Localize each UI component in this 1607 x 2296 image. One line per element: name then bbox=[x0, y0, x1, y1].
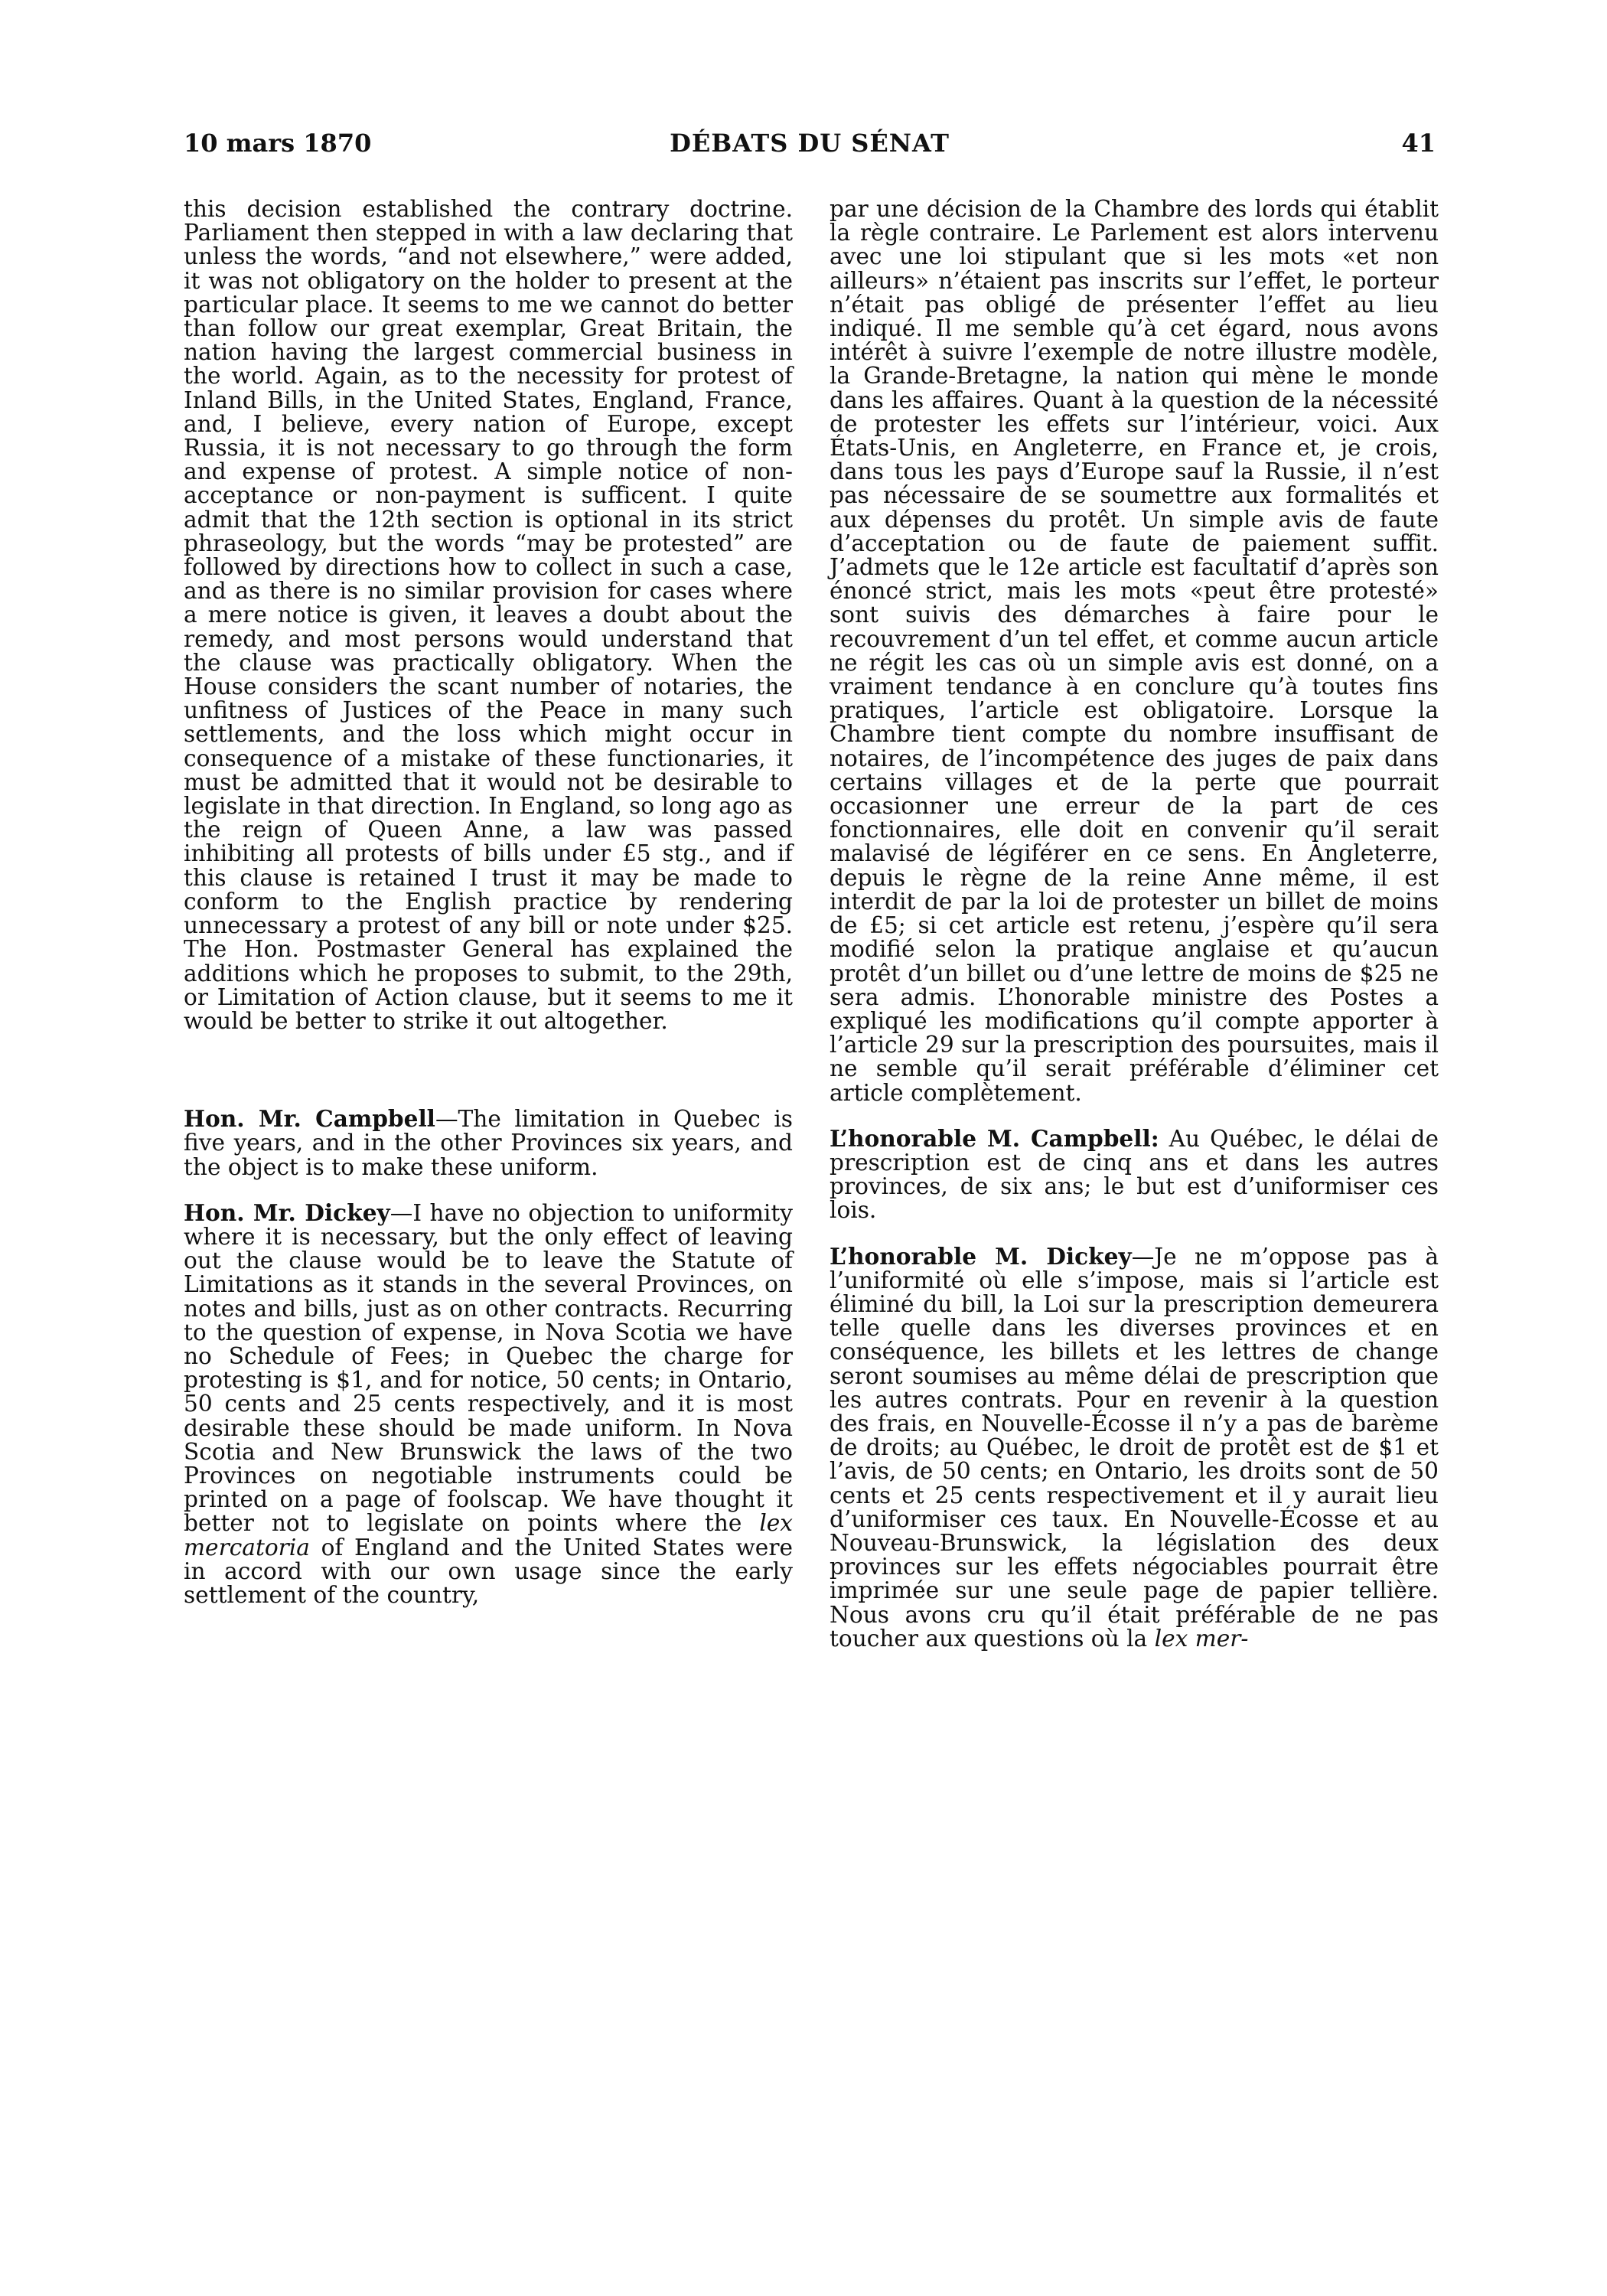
spacer bbox=[184, 1033, 793, 1107]
speaker-name: L’honorable M. Dickey bbox=[830, 1242, 1132, 1270]
speaker-name: L’honorable M. Campbell: bbox=[830, 1124, 1159, 1152]
speech-text: of England and the United States were in accord with our own usage since the early settlement of the country, bbox=[184, 1534, 793, 1608]
english-column bbox=[184, 197, 793, 1607]
french-column bbox=[830, 197, 1439, 1651]
speaker-name: Hon. Mr. Dickey bbox=[184, 1199, 390, 1226]
page-number: 41 bbox=[1401, 129, 1436, 158]
italic-term: lex mer- bbox=[1154, 1625, 1249, 1652]
french-paragraph-1: par une décision de la Chambre des lords qui établit la règle contraire. Le Parlement est alors intervenu avec une loi stipulant que si les mots «et non ailleurs» n’étaient pas inscrits sur l’effet, le porteur n’était pas obligé de présenter l’effet au lieu indiqué. Il me semble qu’à cet égard, nous avons intérêt à suivre l’exemple de notre illustre modèle, la Grande-Bretagne, la nation qui mène le monde dans les affaires. Quant à la question de la nécessité de protester les effets sur l’intérieur, voici. Aux États-Unis, en Angleterre, en France et, je crois, dans tous les pays d’Europe sauf la Russie, il n’est pas nécessaire de se soumettre aux formalités et aux dépenses du protêt. Un simple avis de faute d’acceptation ou de faute de paiement suffit. J’admets que le 12e article est facultatif d’après son énoncé strict, mais les mots «peut être protesté» sont suivis des démarches à faire pour le recouvrement d’un tel effet, et comme aucun article ne régit les cas où un simple avis est donné, on a vraiment tendance à en conclure qu’à toutes fins pratiques, l’article est obligatoire. Lorsque la Chambre tient compte du nombre insuffisant de notaires, de l’incompétence des juges de paix dans certains villages et de la perte que pourrait occasionner une erreur de la part de ces fonctionnaires, elle doit en convenir qu’il serait malavisé de légiférer en ce sens. En Angleterre, depuis le règne de la reine Anne même, il est interdit de par la loi de protester un billet de moins de £5; si cet article est retenu, j’espère qu’il sera modifié selon la pratique anglaise et qu’aucun protêt d’un billet ou d’une lettre de moins de $25 ne sera admis. L’honorable ministre des Postes a expliqué les modifications qu’il compte apporter à l’article 29 sur la prescription des poursuites, mais il ne semble qu’il serait préférable d’éliminer cet article complètement. bbox=[830, 196, 1439, 1106]
speech-text: Au Québec, le délai de prescription est de cinq ans et dans les autres provinces, de six ans; le but est d’uniformiser ces lois. bbox=[830, 1125, 1439, 1224]
running-header bbox=[184, 129, 1436, 167]
speech-text: —Je ne m’oppose pas à l’uniformité où elle s’impose, mais si l’article est éliminé du bill, la Loi sur la prescription demeurera telle quelle dans les diverses provinces et en conséquence, les billets et les lettres de change seront soumises au même délai de prescription que les autres contrats. Pour en revenir à la question des frais, en Nouvelle-Écosse il n’y a pas de barème de droits; au Québec, le droit de protêt est de $1 et l’avis, de 50 cents; en Ontario, les droits sont de 50 cents et 25 cents respectivement et il y aurait lieu d’uniformiser ces taux. En Nouvelle-Écosse et au Nouveau-Brunswick, la législation des deux provinces sur les effets négociables pourrait être imprimée sur une seule page de papier tellière. Nous avons cru qu’il était préférable de ne pas toucher aux questions où la bbox=[830, 1243, 1439, 1652]
header-title: DÉBATS DU SÉNAT bbox=[670, 129, 950, 158]
english-paragraph-1: this decision established the contrary doctrine. Parliament then stepped in with a law declaring that unless the words, “and not elsewhere,” were added, it was not obligatory on the holder to present at the particular place. It seems to me we cannot do better than follow our great exemplar, Great Britain, the nation having the largest commercial business in the world. Again, as to the necessity for protest of Inland Bills, in the United States, England, France, and, I believe, every nation of Europe, except Russia, it is not necessary to go through the form and expense of protest. A simple notice of non-acceptance or non-payment is sufficent. I quite admit that the 12th section is optional in its strict phraseology, but the words “may be protested” are followed by directions how to collect in such a case, and as there is no similar provision for cases where a mere notice is given, it leaves a doubt about the remedy, and most persons would understand that the clause was practically obligatory. When the House considers the scant number of notaries, the unfitness of Justices of the Peace in many such settlements, and the loss which might occur in consequence of a mistake of these functionaries, it must be admitted that it would not be desirable to legislate in that direction. In England, so long ago as the reign of Queen Anne, a law was passed inhibiting all protests of bills under £5 stg., and if this clause is retained I trust it may be made to conform to the English practice by rendering unnecessary a protest of any bill or note under $25. The Hon. Postmaster General has explained the additions which he proposes to submit, to the 29th, or Limitation of Action clause, but it seems to me it would be better to strike it out altogether. bbox=[184, 196, 793, 1034]
italic-term: lex mercatoria bbox=[184, 1510, 793, 1561]
speech-text: —I have no objection to uniformity where it is necessary, but the only effect of leaving out the clause would be to leave the Statute of Limitations as it stands in the several Provinces, on notes and bills, just as on other contracts. Recurring to the question of expense, in Nova Scotia we have no Schedule of Fees; in Quebec the charge for protesting is $1, and for notice, 50 cents; in Ontario, 50 cents and 25 cents respectively, and it is most desirable these should be made uniform. In Nova Scotia and New Brunswick the laws of the two Provinces on negotiable instruments could be printed on a page of foolscap. We have thought it better not to legislate on points where the bbox=[184, 1199, 793, 1537]
spacer bbox=[830, 1223, 1439, 1244]
speaker-name: Hon. Mr. Campbell bbox=[184, 1105, 435, 1133]
french-paragraph-dickey bbox=[830, 1244, 1439, 1651]
spacer bbox=[184, 1179, 793, 1201]
header-date: 10 mars 1870 bbox=[184, 129, 372, 158]
speech-text: —The limitation in Quebec is five years, and in the other Provinces six years, and the object is to make these uniform. bbox=[184, 1106, 793, 1180]
french-paragraph-campbell bbox=[830, 1124, 1439, 1224]
spacer bbox=[830, 1105, 1439, 1127]
english-paragraph-campbell bbox=[184, 1107, 793, 1179]
english-paragraph-dickey bbox=[184, 1201, 793, 1607]
